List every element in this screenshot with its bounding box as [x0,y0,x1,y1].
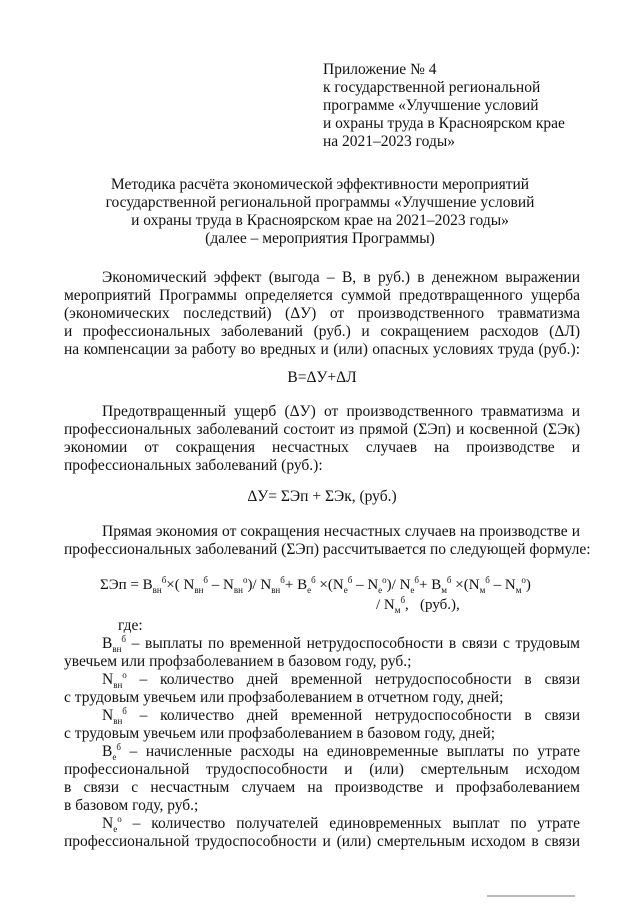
title-line: (далее – мероприятия Программы) [205,230,435,247]
definition-text: – количество дней временной нетрудоспособности в связи [139,707,581,724]
title-line: Методика расчёта экономической эффективности мероприятий [110,176,530,193]
text-line: Экономический эффект (выгода – В, в руб.) в денежном выражении [102,269,580,286]
definitions [64,617,580,851]
formula-benefit: В=ΔУ+ΔЛ [287,369,357,386]
text-line: Предотвращенный ущерб (ΔУ) от производственного травматизма и [102,403,580,420]
text-line: экономии от сокращения несчастных случаев на производстве и [64,439,580,456]
definition-line: профессиональной трудоспособности и (или) смертельным исходом в связи [64,833,580,850]
formula-direct-savings [100,576,560,614]
definition-text: – выплаты по временной нетрудоспособности в связи с трудовым [131,635,580,652]
definition-line: в связи с несчастным случаем на производстве и профзаболеванием [64,779,580,796]
text-line: Прямая экономия от сокращения несчастных случаев на производстве и [102,523,580,540]
paragraph-economic-effect [64,269,580,359]
document-title [60,176,580,248]
text-line: и профессиональных заболеваний (руб.) и сокращением расходов (ΔЛ) [64,323,580,340]
formula-line-1: $\Sigma Эп = B_{вн}^б\times$( $N_{вн}^б - N_{вн}^о)/$ $N_{вн}^б+ В_е^б \times(N_е^б - N_е^о)/$ $N_е^б+ В_м^б \times(N_м^б - N_м^о)$ [100,575,531,595]
definition-line: $N_{вн}^о$ – количество дней временной нетрудоспособности в связи [102,669,581,691]
definition-line: $В_е^б$ – начисленные расходы на единовременные выплаты по утрате [102,741,580,763]
appendix-line: и охраны труда в Красноярском крае [323,115,565,132]
formula-line-2: / $N_м^б$, (руб.), [376,595,460,615]
definition-line: профессиональной трудоспособности и (или) смертельным исходом [64,761,580,778]
page-edge-mark [487,895,575,905]
definition-text: – количество получателей единовременных выплат по утрате [132,815,580,832]
definition-line: с трудовым увечьем или профзаболеванием в отчетном году, дней; [64,689,504,706]
title-line: и охраны труда в Красноярском крае на 2021–2023 годы» [131,212,509,229]
appendix-line: Приложение № 4 [323,61,437,78]
text-line: мероприятий Программы определяется суммой предотвращенного ущерба [64,287,580,304]
definition-line: $N_е^о$ – количество получателей единовременных выплат по утрате [102,813,580,835]
paragraph-prevented-damage [64,403,580,475]
formula-damage: ΔУ= ΣЭп + ΣЭк, (руб.) [247,488,397,505]
where-label: где: [118,617,143,634]
title-line: государственной региональной программы «Улучшение условий [105,194,535,211]
text-line: профессиональных заболеваний (ΣЭп) рассчитывается по следующей формуле: [64,541,591,558]
text-line: (экономических последствий) (ΔУ) от производственного травматизма [64,305,580,322]
definition-line: $N_{вн}^б$ – количество дней временной нетрудоспособности в связи [102,705,581,727]
appendix-header [323,61,623,151]
definition-text: – начисленные расходы на единовременные выплаты по утрате [129,743,580,760]
definition-line: с трудовым увечьем или профзаболеванием в базовом году, дней; [64,725,496,742]
text-line: профессиональных заболеваний состоит из прямой (ΣЭп) и косвенной (ΣЭк) [64,421,580,438]
definition-text: – количество дней временной нетрудоспособности в связи [139,671,581,688]
definition-line: увечьем или профзаболеванием в базовом году, руб.; [64,653,412,670]
definition-line: в базовом году, руб.; [64,797,199,814]
paragraph-direct-savings [64,523,591,559]
text-line: на компенсации за работу во вредных и (или) опасных условиях труда (руб.): [64,341,580,358]
definition-line: $B_{вн}^б$ – выплаты по временной нетрудоспособности в связи с трудовым [102,633,580,655]
text-line: профессиональных заболеваний (руб.): [64,457,323,474]
appendix-line: на 2021–2023 годы» [323,133,455,150]
appendix-line: программе «Улучшение условий [323,97,539,114]
appendix-line: к государственной региональной [323,79,541,96]
